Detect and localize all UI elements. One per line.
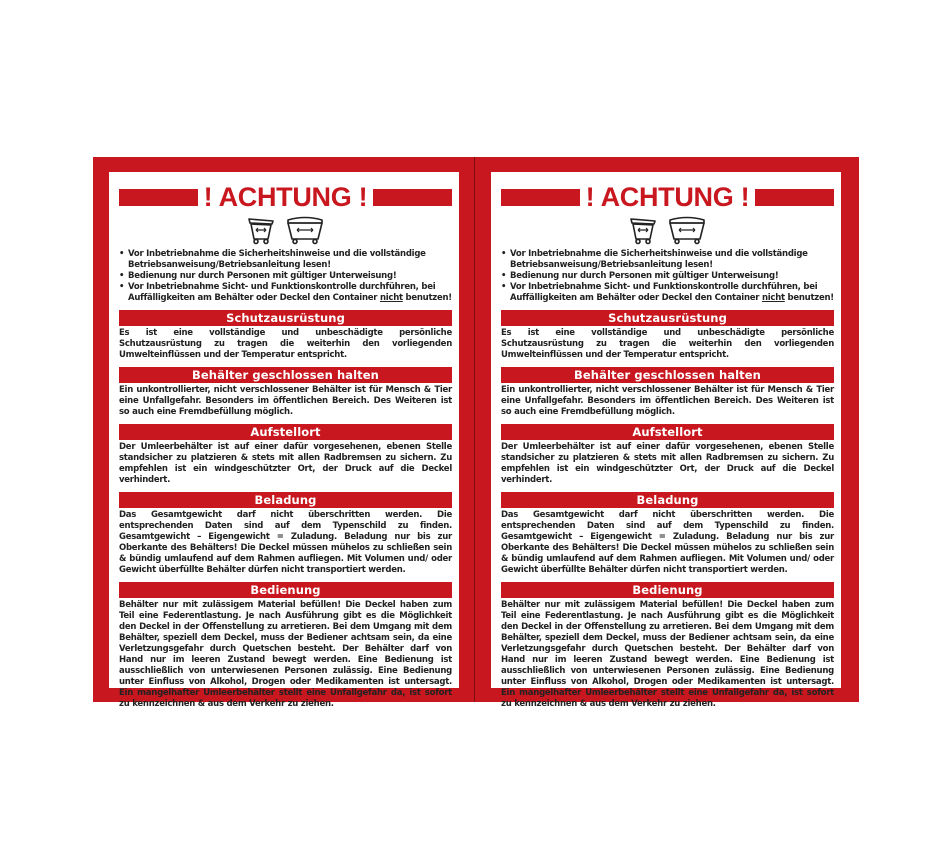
header-bar-left [501, 189, 580, 206]
notes-list [501, 249, 834, 304]
container-tilt-icon [628, 215, 658, 245]
section-title: Bedienung [501, 582, 834, 598]
section-text: Behälter nur mit zulässigem Material befüllen! Die Deckel haben zum Teil eine Federentlastung. Je nach Ausführung gibt es die Möglichkeit den Deckel in der Offenstellung zu arretieren. Bei dem Umgang mit dem Behälter, speziell dem Deckel, muss der Bediener achtsam sein, da eine Verletzungsgefahr durch Quetschen besteht. Der Behälter darf von Hand nur im leeren Zustand bewegt werden. Eine Bedienung ist ausschließlich von unterwiesenen Personen zulässig. Eine Bedienung unter Einfluss von Alkohol, Drogen oder Medikamenten ist untersagt. Ein mangelhafter Umleerbehälter stellt eine Unfallgefahr da, ist sofort zu kennzeichnen & aus dem Verkehr zu ziehen. [501, 600, 834, 709]
cut-line [474, 157, 475, 702]
section-text: Es ist eine vollständige und unbeschädigte persönliche Schutzausrüstung zu tragen die weiterhin den vorliegenden Umwelteinflüssen und der Temperatur entspricht. [119, 328, 452, 360]
section-title: Aufstellort [119, 424, 452, 440]
section-title: Behälter geschlossen halten [501, 367, 834, 383]
icon-row [501, 215, 834, 245]
sign-title: ! ACHTUNG ! [203, 182, 368, 212]
note-item: • Bedienung nur durch Personen mit gültiger Unterweisung! [119, 271, 452, 282]
note-text: benutzen! [784, 293, 834, 303]
sign-panel-left [109, 172, 459, 709]
note-text: Vor Inbetriebnahme Sicht- und Funktionskontrolle durchführen, bei Auffälligkeiten am Behälter oder Deckel den Container [510, 282, 818, 303]
section-title: Aufstellort [501, 424, 834, 440]
header-bar-right [755, 189, 834, 206]
sign-title: ! ACHTUNG ! [585, 182, 750, 212]
section-title: Beladung [501, 492, 834, 508]
sign-header [501, 183, 834, 211]
header-bar-right [373, 189, 452, 206]
section-title: Bedienung [119, 582, 452, 598]
header-bar-left [119, 189, 198, 206]
note-item: • Vor Inbetriebnahme die Sicherheitshinweise und die vollständige Betriebsanweisung/Betriebsanleitung lesen! [501, 249, 834, 271]
section-text: Das Gesamtgewicht darf nicht überschritten werden. Die entsprechenden Daten sind auf dem Typenschild zu finden. Gesamtgewicht – Eigengewicht = Zuladung. Beladung nur bis zur Oberkante des Behälters! Die Deckel müssen mühelos zu schließen sein & bündig umlaufend auf dem Rahmen aufliegen. Mit Volumen und/ oder Gewicht überfüllte Behälter dürfen nicht transportiert werden. [119, 510, 452, 575]
section-text: Behälter nur mit zulässigem Material befüllen! Die Deckel haben zum Teil eine Federentlastung. Je nach Ausführung gibt es die Möglichkeit den Deckel in der Offenstellung zu arretieren. Bei dem Umgang mit dem Behälter, speziell dem Deckel, muss der Bediener achtsam sein, da eine Verletzungsgefahr durch Quetschen besteht. Der Behälter darf von Hand nur im leeren Zustand bewegt werden. Eine Bedienung ist ausschließlich von unterwiesenen Personen zulässig. Eine Bedienung unter Einfluss von Alkohol, Drogen oder Medikamenten ist untersagt. Ein mangelhafter Umleerbehälter stellt eine Unfallgefahr da, ist sofort zu kennzeichnen & aus dem Verkehr zu ziehen. [119, 600, 452, 709]
container-large-icon [284, 215, 326, 245]
section-title: Schutzausrüstung [501, 310, 834, 326]
section-text: Ein unkontrollierter, nicht verschlossener Behälter ist für Mensch & Tier eine Unfallgefahr. Besonders im öffentlichen Bereich. Des Weiteren ist so auch eine Fremdbefüllung möglich. [119, 385, 452, 417]
section-title: Schutzausrüstung [119, 310, 452, 326]
sign-header [119, 183, 452, 211]
note-item [501, 282, 834, 304]
section-text: Ein unkontrollierter, nicht verschlossener Behälter ist für Mensch & Tier eine Unfallgefahr. Besonders im öffentlichen Bereich. Des Weiteren ist so auch eine Fremdbefüllung möglich. [501, 385, 834, 417]
note-item: • Vor Inbetriebnahme die Sicherheitshinweise und die vollständige Betriebsanweisung/Betriebsanleitung lesen! [119, 249, 452, 271]
section-title: Beladung [119, 492, 452, 508]
section-text: Es ist eine vollständige und unbeschädigte persönliche Schutzausrüstung zu tragen die weiterhin den vorliegenden Umwelteinflüssen und der Temperatur entspricht. [501, 328, 834, 360]
container-tilt-icon [246, 215, 276, 245]
sign-panel-right [491, 172, 841, 709]
notes-list [119, 249, 452, 304]
section-text: Der Umleerbehälter ist auf einer dafür vorgesehenen, ebenen Stelle standsicher zu platzieren & stets mit allen Radbremsen zu sichern. Zu empfehlen ist ein windgeschützter Ort, der Druck auf die Deckel verhindert. [501, 442, 834, 485]
section-title: Behälter geschlossen halten [119, 367, 452, 383]
note-item [119, 282, 452, 304]
section-text: Der Umleerbehälter ist auf einer dafür vorgesehenen, ebenen Stelle standsicher zu platzieren & stets mit allen Radbremsen zu sichern. Zu empfehlen ist ein windgeschützter Ort, der Druck auf die Deckel verhindert. [119, 442, 452, 485]
note-text: benutzen! [402, 293, 452, 303]
note-item: • Bedienung nur durch Personen mit gültiger Unterweisung! [501, 271, 834, 282]
container-large-icon [666, 215, 708, 245]
icon-row [119, 215, 452, 245]
note-underlined-text: nicht [761, 293, 785, 303]
note-text: Vor Inbetriebnahme Sicht- und Funktionskontrolle durchführen, bei Auffälligkeiten am Behälter oder Deckel den Container [128, 282, 436, 303]
note-underlined-text: nicht [379, 293, 403, 303]
section-text: Das Gesamtgewicht darf nicht überschritten werden. Die entsprechenden Daten sind auf dem Typenschild zu finden. Gesamtgewicht – Eigengewicht = Zuladung. Beladung nur bis zur Oberkante des Behälters! Die Deckel müssen mühelos zu schließen sein & bündig umlaufend auf dem Rahmen aufliegen. Mit Volumen und/ oder Gewicht überfüllte Behälter dürfen nicht transportiert werden. [501, 510, 834, 575]
warning-sign-sheet [93, 157, 859, 709]
